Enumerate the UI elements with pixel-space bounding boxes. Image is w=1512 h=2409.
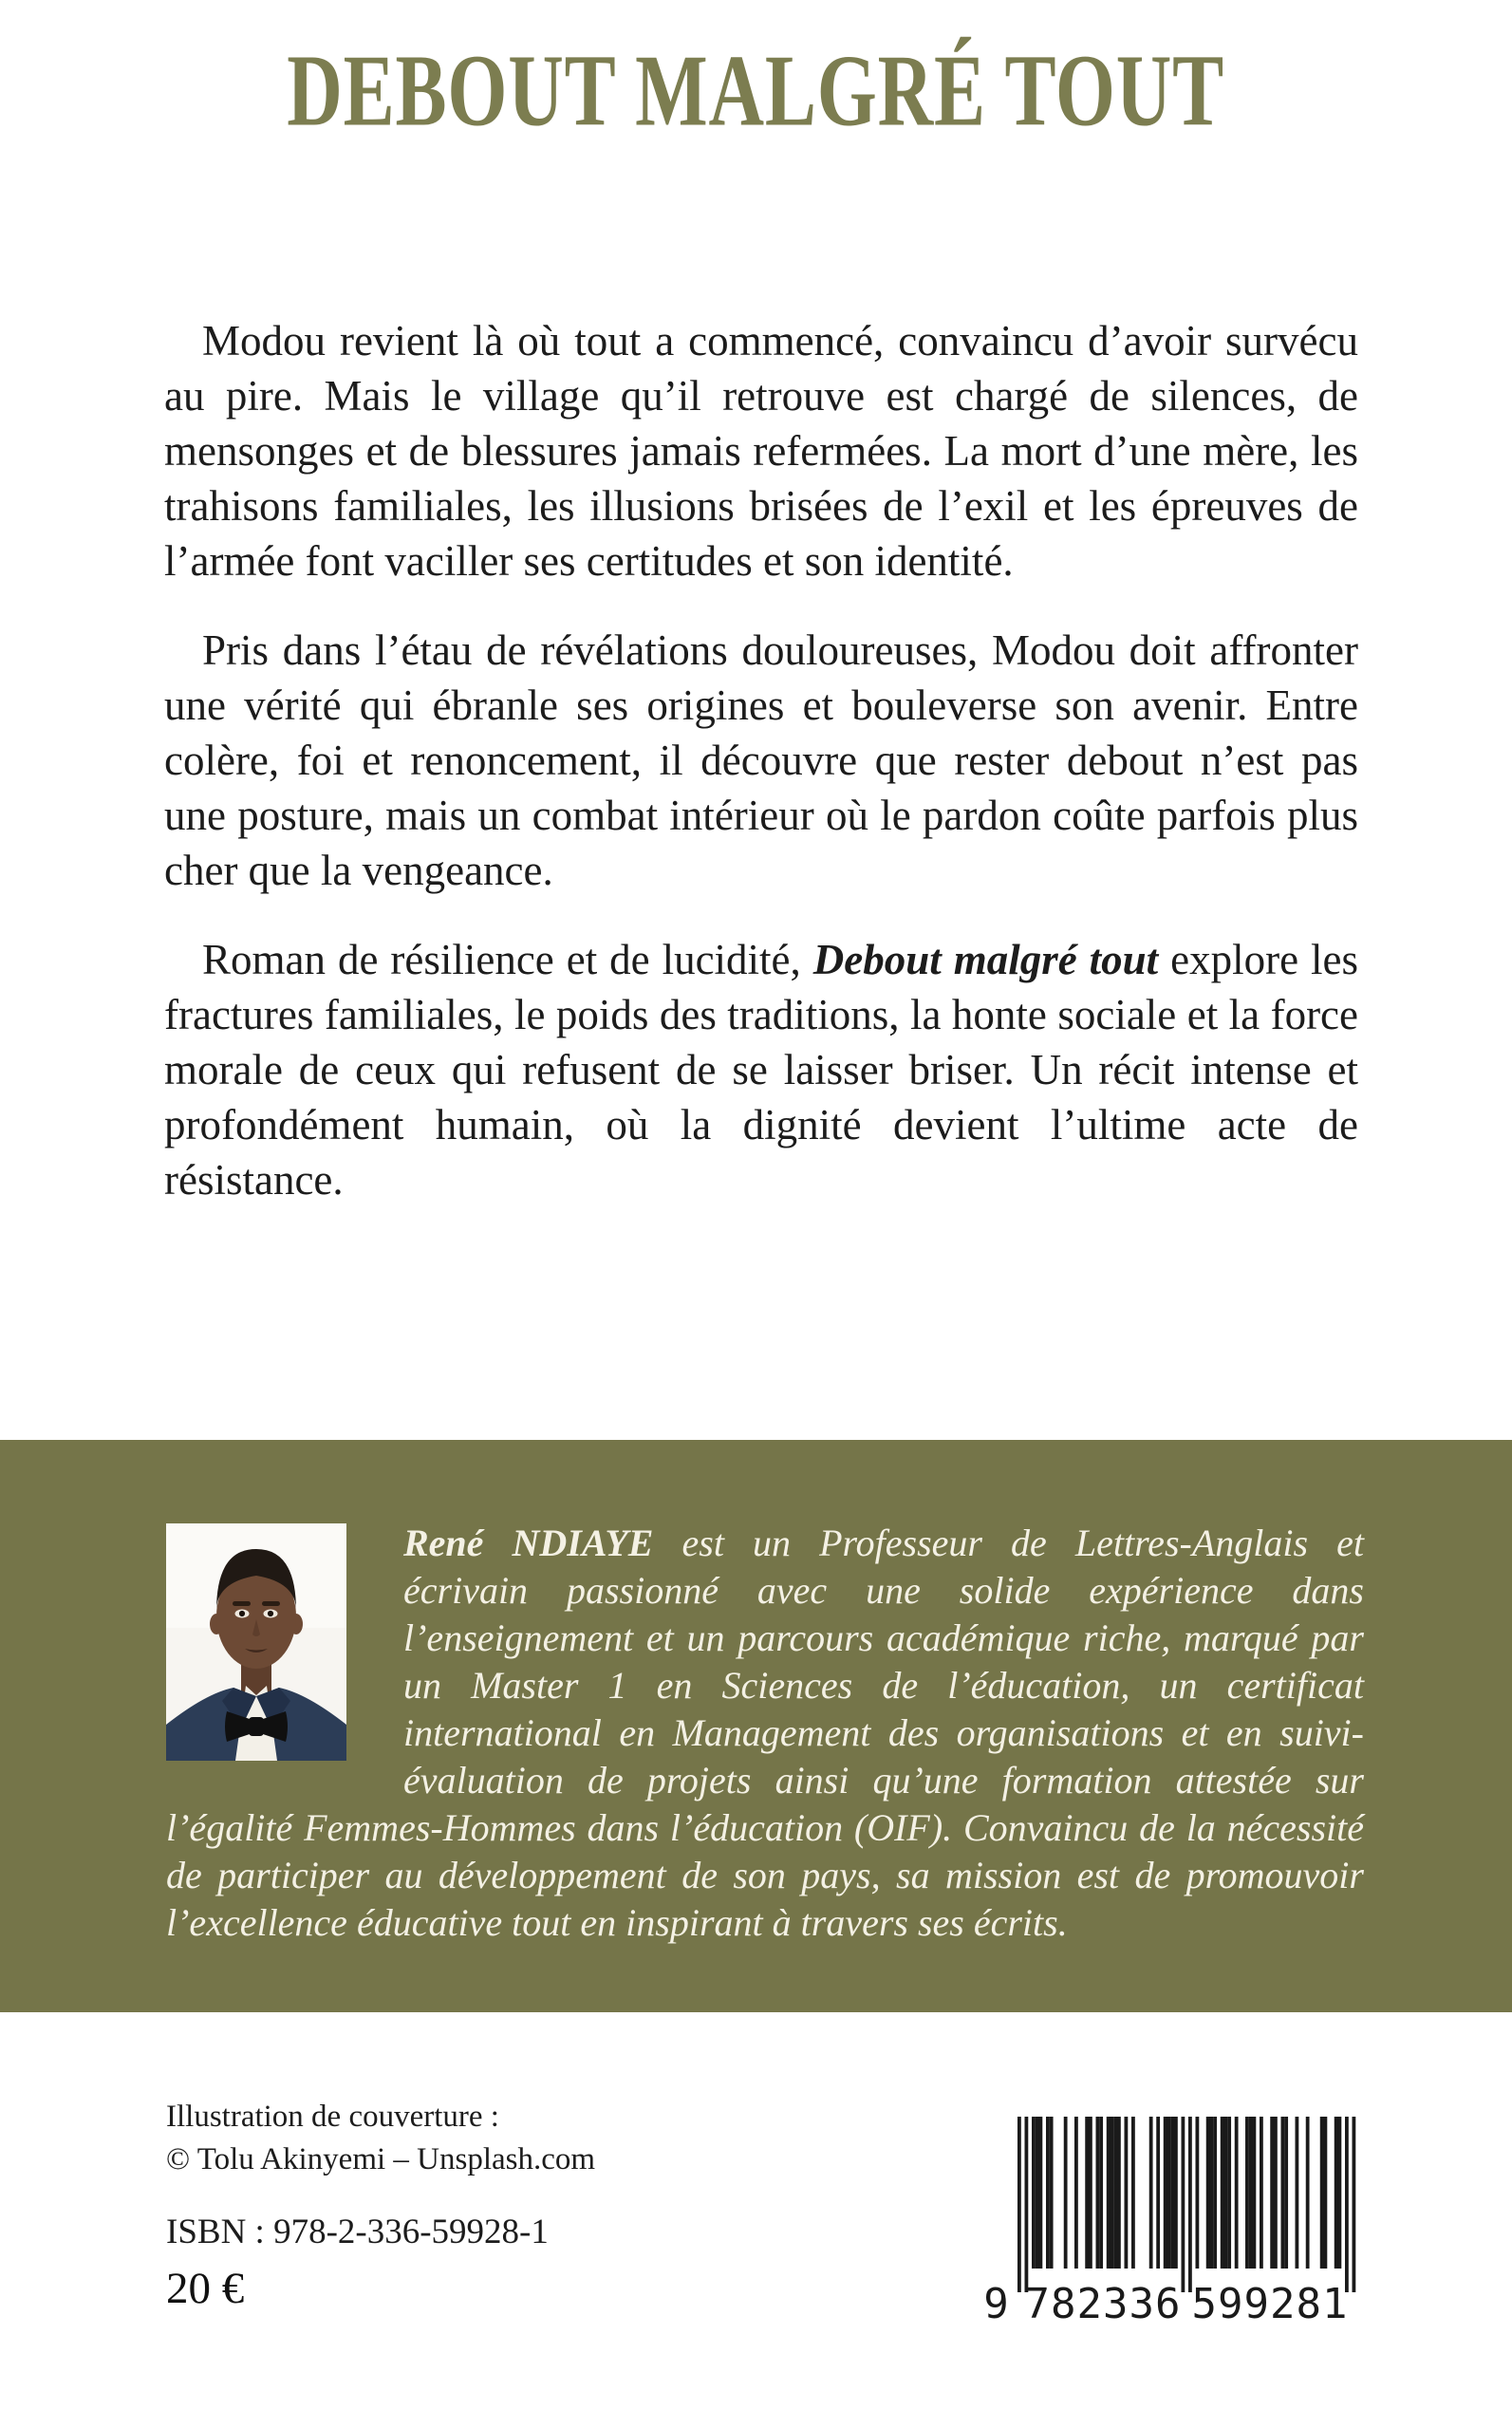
barcode xyxy=(980,2117,1359,2321)
author-bio-body: est un Professeur de Lettres-Anglais et écrivain passionné avec une solide expérience dans l’enseignement et un parcours académique riche, marqué par un Master 1 en Sciences de l’éducation, un certificat international en Management des organisations et en suivi-évaluation de projets ainsi qu’une formation attestée sur l’égalité Femmes-Hommes dans l’éducation (OIF). Convaincu de la nécessité de participer au développement de son pays, sa mission est de promouvoir l’excellence éducative tout en inspirant à travers ses écrits. xyxy=(166,1522,1365,1944)
credit-line-2: © Tolu Akinyemi – Unsplash.com xyxy=(166,2142,596,2176)
author-bio-content xyxy=(0,1440,1512,1947)
barcode-digits: 9 xyxy=(983,2280,1010,2321)
synopsis-p3-suffix: explore les fractures familiales, le poids des traditions, la honte sociale et la force morale de ceux qui refusent de se laisser briser. Un récit intense et profondément humain, où la dignité devient l’ultime acte de résistance. xyxy=(164,936,1358,1204)
credit-line-1: Illustration de couverture : xyxy=(166,2100,499,2134)
author-photo xyxy=(166,1523,346,1761)
author-bio-band xyxy=(0,1440,1512,2012)
cover-illustration-credit xyxy=(166,2096,595,2181)
synopsis xyxy=(164,313,1358,1242)
book-title-text: DEBOUT MALGRÉ TOUT xyxy=(287,33,1225,148)
synopsis-book-title-mention: Debout malgré tout xyxy=(812,936,1159,983)
synopsis-p3-prefix: Roman de résilience et de lucidité, xyxy=(202,936,813,983)
barcode-digits: 782336 xyxy=(1024,2280,1182,2321)
barcode-bars xyxy=(980,2117,1359,2321)
price: 20 € xyxy=(166,2264,245,2313)
barcode-digits: 599281 xyxy=(1191,2280,1349,2321)
isbn: ISBN : 978-2-336-59928-1 xyxy=(166,2213,549,2251)
author-name: René NDIAYE xyxy=(403,1522,654,1564)
book-title xyxy=(0,33,1512,148)
synopsis-paragraph-3 xyxy=(164,932,1358,1207)
author-portrait-illustration xyxy=(166,1523,346,1761)
synopsis-paragraph-2: Pris dans l’étau de révélations douloureuses, Modou doit affronter une vérité qui ébranle ses origines et bouleverse son avenir. Entre colère, foi et renoncement, il découvre que rester debout n’est pas une posture, mais un combat intérieur où le pardon coûte parfois plus cher que la vengeance. xyxy=(164,626,1358,894)
synopsis-paragraph-1: Modou revient là où tout a commencé, convaincu d’avoir survécu au pire. Mais le village qu’il retrouve est chargé de silences, de mensonges et de blessures jamais refermées. La mort d’une mère, les trahisons familiales, les illusions brisées de l’exil et les épreuves de l’armée font vaciller ses certitudes et son identité. xyxy=(164,317,1358,585)
